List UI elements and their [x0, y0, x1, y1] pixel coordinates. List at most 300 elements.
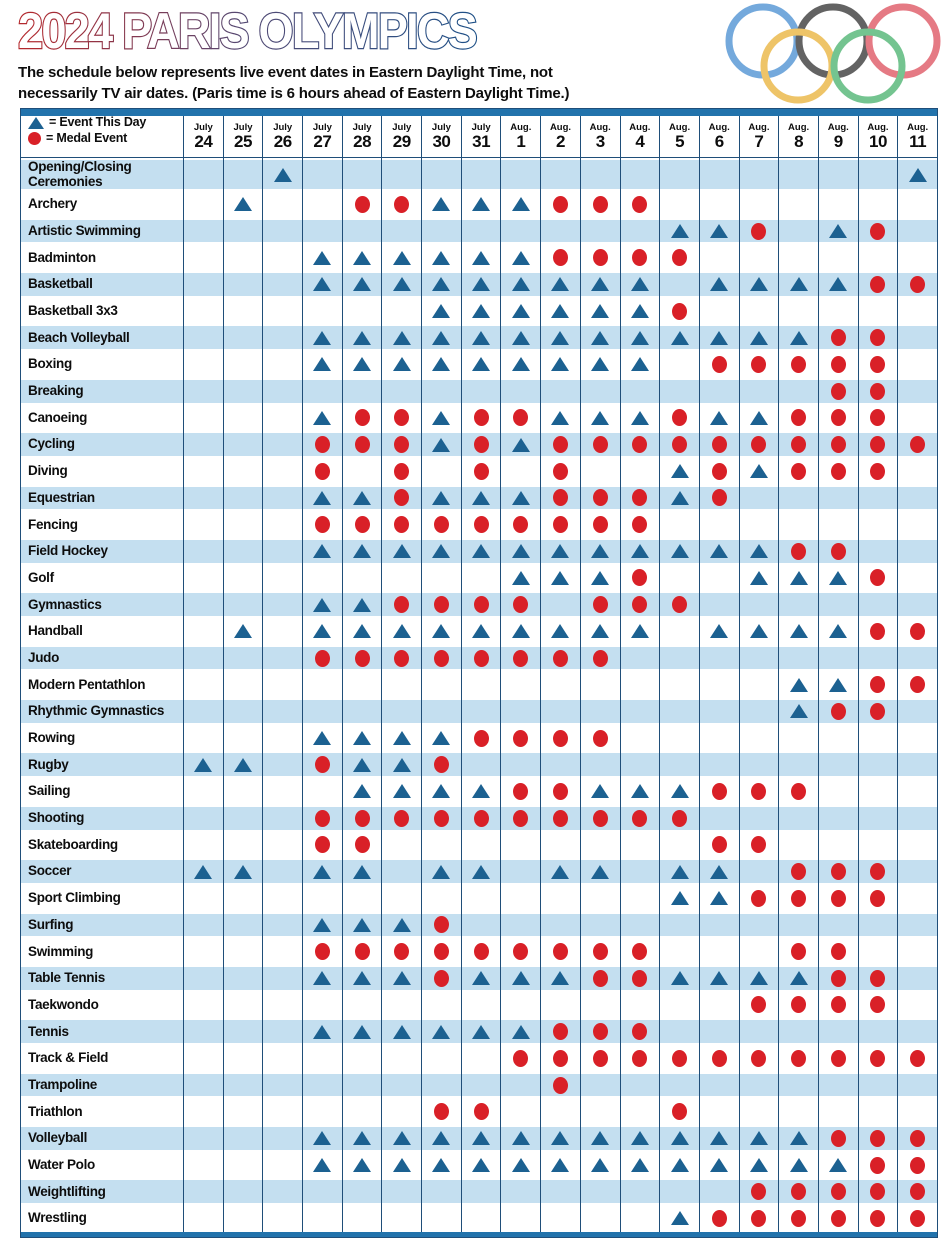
schedule-cell: [381, 858, 421, 885]
schedule-cell: [858, 751, 898, 778]
schedule-cell: [500, 1098, 540, 1125]
event-triangle-icon: [750, 1131, 768, 1145]
medal-circle-icon: [553, 489, 568, 506]
schedule-cell: [302, 1125, 342, 1152]
schedule-cell: [620, 1178, 660, 1205]
schedule-cell: [778, 832, 818, 859]
medal-circle-icon: [513, 943, 528, 960]
event-triangle-icon: [750, 464, 768, 478]
medal-circle-icon: [355, 810, 370, 827]
medal-circle-icon: [474, 436, 489, 453]
schedule-cell: [183, 271, 223, 298]
schedule-cell: [262, 1072, 302, 1099]
schedule-cell: [461, 618, 501, 645]
schedule-cell: [897, 1125, 937, 1152]
medal-circle-icon: [593, 1050, 608, 1067]
schedule-cell: [659, 805, 699, 832]
schedule-cell: [223, 751, 263, 778]
schedule-cell: [778, 618, 818, 645]
schedule-cell: [699, 218, 739, 245]
event-triangle-icon: [234, 197, 252, 211]
event-triangle-icon: [671, 491, 689, 505]
schedule-cell: [183, 858, 223, 885]
schedule-cell: [500, 618, 540, 645]
schedule-cell: [659, 271, 699, 298]
schedule-cell: [659, 618, 699, 645]
date-month-label: Aug.: [708, 121, 730, 133]
schedule-cell: [342, 485, 382, 512]
schedule-cell: [620, 1098, 660, 1125]
schedule-cell: [858, 1152, 898, 1179]
schedule-cell: [342, 1018, 382, 1045]
date-day-label: 27: [313, 131, 332, 151]
event-triangle-icon: [551, 865, 569, 879]
schedule-cell: [778, 1125, 818, 1152]
event-triangle-icon: [313, 331, 331, 345]
schedule-cell: [699, 1178, 739, 1205]
schedule-cell: [302, 218, 342, 245]
schedule-cell: [739, 218, 779, 245]
schedule-cell: [183, 431, 223, 458]
schedule-cell: [699, 298, 739, 325]
schedule-cell: [500, 1018, 540, 1045]
schedule-cell: [897, 1152, 937, 1179]
medal-circle-icon: [831, 970, 846, 987]
schedule-cell: [421, 458, 461, 485]
medal-circle-icon: [870, 676, 885, 693]
schedule-cell: [739, 618, 779, 645]
schedule-cell: [342, 244, 382, 271]
schedule-cell: [183, 671, 223, 698]
sport-label: Tennis: [28, 1023, 69, 1039]
schedule-cell: [540, 351, 580, 378]
schedule-cell: [540, 858, 580, 885]
schedule-cell: [580, 992, 620, 1019]
schedule-cell: [342, 351, 382, 378]
event-triangle-icon: [671, 1131, 689, 1145]
schedule-cell: [818, 591, 858, 618]
schedule-cell: [381, 992, 421, 1019]
medal-circle-icon: [672, 1050, 687, 1067]
schedule-cell: [699, 1125, 739, 1152]
schedule-cell: [897, 1045, 937, 1072]
event-triangle-icon: [194, 865, 212, 879]
medal-circle-icon: [434, 943, 449, 960]
sport-label: Volleyball: [28, 1130, 88, 1146]
schedule-cell: [223, 618, 263, 645]
schedule-cell: [342, 565, 382, 592]
schedule-cell: [580, 431, 620, 458]
event-triangle-icon: [432, 277, 450, 291]
medal-circle-icon: [870, 436, 885, 453]
schedule-cell: [500, 405, 540, 432]
schedule-cell: [461, 351, 501, 378]
schedule-cell: [302, 725, 342, 752]
medal-circle-icon: [394, 463, 409, 480]
schedule-cell: [223, 1205, 263, 1232]
medal-circle-icon: [870, 890, 885, 907]
schedule-cell: [183, 1178, 223, 1205]
schedule-cell: [183, 378, 223, 405]
schedule-cell: [223, 885, 263, 912]
medal-circle-icon: [791, 356, 806, 373]
schedule-cell: [778, 1072, 818, 1099]
schedule-cell: [858, 431, 898, 458]
schedule-cell: [540, 1072, 580, 1099]
medal-circle-icon: [593, 650, 608, 667]
schedule-cell: [500, 511, 540, 538]
schedule-cell: [461, 885, 501, 912]
event-triangle-icon: [472, 1158, 490, 1172]
schedule-cell: [858, 1205, 898, 1232]
medal-circle-icon: [910, 1050, 925, 1067]
medal-circle-icon: [870, 623, 885, 640]
schedule-cell: [739, 992, 779, 1019]
event-triangle-icon: [750, 571, 768, 585]
schedule-cell: [620, 1072, 660, 1099]
schedule-cell: [818, 1125, 858, 1152]
schedule-cell: [381, 725, 421, 752]
event-triangle-icon: [353, 357, 371, 371]
schedule-cell: [342, 1152, 382, 1179]
schedule-cell: [858, 485, 898, 512]
schedule-cell: [183, 805, 223, 832]
schedule-cell: [620, 1045, 660, 1072]
medal-circle-icon: [593, 730, 608, 747]
sport-label: Basketball: [28, 276, 93, 292]
schedule-cell: [580, 725, 620, 752]
table-row: [21, 485, 937, 512]
medal-circle-icon: [831, 383, 846, 400]
schedule-cell: [183, 324, 223, 351]
event-triangle-icon: [353, 544, 371, 558]
schedule-cell: [421, 1205, 461, 1232]
schedule-cell: [659, 485, 699, 512]
schedule-cell: [461, 1018, 501, 1045]
schedule-cell: [897, 191, 937, 218]
event-triangle-icon: [472, 357, 490, 371]
medal-circle-icon: [910, 1130, 925, 1147]
event-triangle-icon: [234, 624, 252, 638]
medal-circle-icon: [632, 196, 647, 213]
medal-circle-icon: [553, 463, 568, 480]
date-day-label: 11: [909, 131, 927, 151]
medal-circle-icon: [910, 436, 925, 453]
schedule-cell: [659, 671, 699, 698]
sport-label: Shooting: [28, 810, 85, 826]
schedule-cell: [183, 778, 223, 805]
schedule-cell: [302, 244, 342, 271]
medal-circle-icon: [474, 1103, 489, 1120]
event-triangle-icon: [432, 438, 450, 452]
schedule-cell: [461, 591, 501, 618]
schedule-cell: [461, 1205, 501, 1232]
schedule-cell: [580, 618, 620, 645]
schedule-cell: [620, 298, 660, 325]
event-triangle-icon: [512, 491, 530, 505]
schedule-cell: [858, 351, 898, 378]
schedule-cell: [262, 485, 302, 512]
event-triangle-icon: [750, 544, 768, 558]
medal-circle-icon: [315, 516, 330, 533]
schedule-cell: [223, 1018, 263, 1045]
schedule-cell: [540, 1018, 580, 1045]
schedule-cell: [778, 778, 818, 805]
schedule-cell: [183, 565, 223, 592]
schedule-cell: [580, 405, 620, 432]
table-row: [21, 538, 937, 565]
sport-label: Swimming: [28, 943, 94, 959]
date-month-label: July: [273, 121, 293, 133]
schedule-cell: [739, 885, 779, 912]
schedule-cell: [342, 671, 382, 698]
schedule-cell: [778, 725, 818, 752]
sport-label: Beach Volleyball: [28, 329, 130, 345]
event-triangle-icon: [829, 1158, 847, 1172]
schedule-cell: [659, 698, 699, 725]
schedule-cell: [699, 832, 739, 859]
schedule-cell: [500, 218, 540, 245]
event-triangle-icon: [591, 1158, 609, 1172]
event-triangle-icon: [631, 411, 649, 425]
schedule-cell: [620, 538, 660, 565]
medal-circle-icon: [355, 943, 370, 960]
schedule-cell: [540, 645, 580, 672]
event-triangle-icon: [551, 331, 569, 345]
schedule-cell: [659, 591, 699, 618]
schedule-cell: [262, 351, 302, 378]
schedule-cell: [223, 778, 263, 805]
event-triangle-icon: [631, 624, 649, 638]
schedule-cell: [381, 378, 421, 405]
schedule-cell: [421, 832, 461, 859]
medal-circle-icon: [831, 996, 846, 1013]
schedule-cell: [302, 1098, 342, 1125]
schedule-cell: [302, 158, 342, 191]
date-day-label: 5: [675, 131, 685, 151]
schedule-cell: [699, 751, 739, 778]
schedule-cell: [778, 324, 818, 351]
medal-circle-icon: [751, 890, 766, 907]
schedule-cell: [580, 778, 620, 805]
schedule-cell: [223, 405, 263, 432]
schedule-cell: [381, 511, 421, 538]
medal-circle-icon: [355, 409, 370, 426]
event-triangle-icon: [472, 277, 490, 291]
medal-circle-icon: [632, 436, 647, 453]
schedule-cell: [699, 271, 739, 298]
date-month-label: Aug.: [589, 121, 611, 133]
title-text: 2024 PARIS OLYMPICS: [18, 6, 477, 58]
schedule-cell: [897, 565, 937, 592]
schedule-cell: [500, 1178, 540, 1205]
schedule-cell: [858, 1072, 898, 1099]
schedule-cell: [739, 565, 779, 592]
medal-circle-icon: [434, 650, 449, 667]
medal-circle-icon: [315, 836, 330, 853]
schedule-cell: [818, 405, 858, 432]
schedule-cell: [818, 431, 858, 458]
page-title: [16, 6, 496, 58]
event-triangle-icon: [591, 624, 609, 638]
schedule-cell: [183, 645, 223, 672]
schedule-cell: [620, 778, 660, 805]
schedule-cell: [580, 158, 620, 191]
medal-circle-icon: [831, 356, 846, 373]
table-row: [21, 1152, 937, 1179]
medal-circle-icon: [434, 516, 449, 533]
table-row: [21, 1098, 937, 1125]
schedule-cell: [739, 725, 779, 752]
table-row: [21, 324, 937, 351]
schedule-cell: [778, 485, 818, 512]
schedule-cell: [262, 1178, 302, 1205]
schedule-cell: [897, 591, 937, 618]
schedule-cell: [659, 1072, 699, 1099]
schedule-cell: [421, 158, 461, 191]
medal-circle-icon: [870, 703, 885, 720]
event-triangle-icon: [28, 117, 44, 129]
medal-circle-icon: [712, 1210, 727, 1227]
schedule-cell: [262, 832, 302, 859]
schedule-cell: [381, 1098, 421, 1125]
schedule-cell: [381, 1125, 421, 1152]
schedule-cell: [818, 485, 858, 512]
medal-circle-icon: [870, 1050, 885, 1067]
schedule-cell: [620, 992, 660, 1019]
schedule-cell: [739, 1045, 779, 1072]
schedule-cell: [381, 158, 421, 191]
schedule-cell: [580, 938, 620, 965]
event-triangle-icon: [353, 331, 371, 345]
schedule-cell: [699, 965, 739, 992]
schedule-cell: [620, 591, 660, 618]
medal-circle-icon: [394, 489, 409, 506]
medal-circle-icon: [672, 409, 687, 426]
event-triangle-icon: [591, 411, 609, 425]
schedule-cell: [342, 458, 382, 485]
schedule-cell: [858, 511, 898, 538]
sport-label: Canoeing: [28, 409, 88, 425]
schedule-cell: [580, 832, 620, 859]
schedule-cell: [739, 965, 779, 992]
event-triangle-icon: [472, 304, 490, 318]
date-month-label: July: [431, 121, 451, 133]
table-row: [21, 218, 937, 245]
schedule-cell: [739, 751, 779, 778]
schedule-cell: [421, 618, 461, 645]
schedule-cell: [540, 885, 580, 912]
table-row: [21, 378, 937, 405]
schedule-cell: [421, 885, 461, 912]
schedule-cell: [223, 832, 263, 859]
date-month-label: Aug.: [629, 121, 651, 133]
medal-circle-icon: [593, 943, 608, 960]
sport-label: Wrestling: [28, 1210, 87, 1226]
schedule-cell: [620, 832, 660, 859]
sport-label: Badminton: [28, 249, 96, 265]
table-row: [21, 938, 937, 965]
schedule-cell: [302, 1152, 342, 1179]
schedule-cell: [778, 378, 818, 405]
schedule-cell: [183, 218, 223, 245]
schedule-cell: [223, 458, 263, 485]
medal-circle-icon: [593, 516, 608, 533]
schedule-cell: [778, 885, 818, 912]
event-triangle-icon: [234, 865, 252, 879]
schedule-cell: [699, 511, 739, 538]
schedule-cell: [342, 431, 382, 458]
schedule-cell: [540, 1178, 580, 1205]
schedule-cell: [302, 698, 342, 725]
medal-circle-icon: [791, 783, 806, 800]
legend-event-line: [28, 116, 146, 129]
schedule-cell: [500, 431, 540, 458]
event-triangle-icon: [472, 1025, 490, 1039]
date-month-label: Aug.: [748, 121, 770, 133]
schedule-cell: [897, 324, 937, 351]
schedule-cell: [421, 671, 461, 698]
schedule-cell: [461, 1125, 501, 1152]
medal-circle-icon: [434, 916, 449, 933]
schedule-cell: [262, 218, 302, 245]
event-triangle-icon: [432, 197, 450, 211]
medal-circle-icon: [394, 409, 409, 426]
medal-circle-icon: [474, 463, 489, 480]
schedule-cell: [540, 405, 580, 432]
schedule-cell: [739, 832, 779, 859]
schedule-cell: [818, 351, 858, 378]
medal-circle-icon: [870, 1130, 885, 1147]
schedule-cell: [381, 938, 421, 965]
event-triangle-icon: [710, 224, 728, 238]
schedule-cell: [897, 538, 937, 565]
legend-event-label: = Event This Day: [49, 116, 147, 129]
schedule-cell: [818, 458, 858, 485]
medal-circle-icon: [632, 569, 647, 586]
schedule-cell: [342, 965, 382, 992]
medal-circle-icon: [553, 943, 568, 960]
schedule-cell: [620, 725, 660, 752]
schedule-cell: [381, 191, 421, 218]
table-row: [21, 992, 937, 1019]
schedule-cell: [778, 1098, 818, 1125]
schedule-cell: [262, 271, 302, 298]
schedule-cell: [500, 751, 540, 778]
schedule-cell: [580, 298, 620, 325]
schedule-cell: [778, 858, 818, 885]
medal-circle-icon: [394, 516, 409, 533]
schedule-cell: [739, 1098, 779, 1125]
medal-circle-icon: [910, 676, 925, 693]
medal-circle-icon: [831, 543, 846, 560]
schedule-cell: [659, 1205, 699, 1232]
schedule-cell: [580, 351, 620, 378]
schedule-cell: [461, 938, 501, 965]
schedule-cell: [739, 458, 779, 485]
schedule-cell: [183, 244, 223, 271]
schedule-cell: [302, 645, 342, 672]
medal-circle-icon: [791, 1183, 806, 1200]
schedule-cell: [778, 751, 818, 778]
schedule-cell: [500, 912, 540, 939]
schedule-cell: [659, 538, 699, 565]
event-triangle-icon: [353, 731, 371, 745]
schedule-cell: [540, 1205, 580, 1232]
event-triangle-icon: [591, 571, 609, 585]
schedule-cell: [381, 244, 421, 271]
medal-circle-icon: [593, 970, 608, 987]
